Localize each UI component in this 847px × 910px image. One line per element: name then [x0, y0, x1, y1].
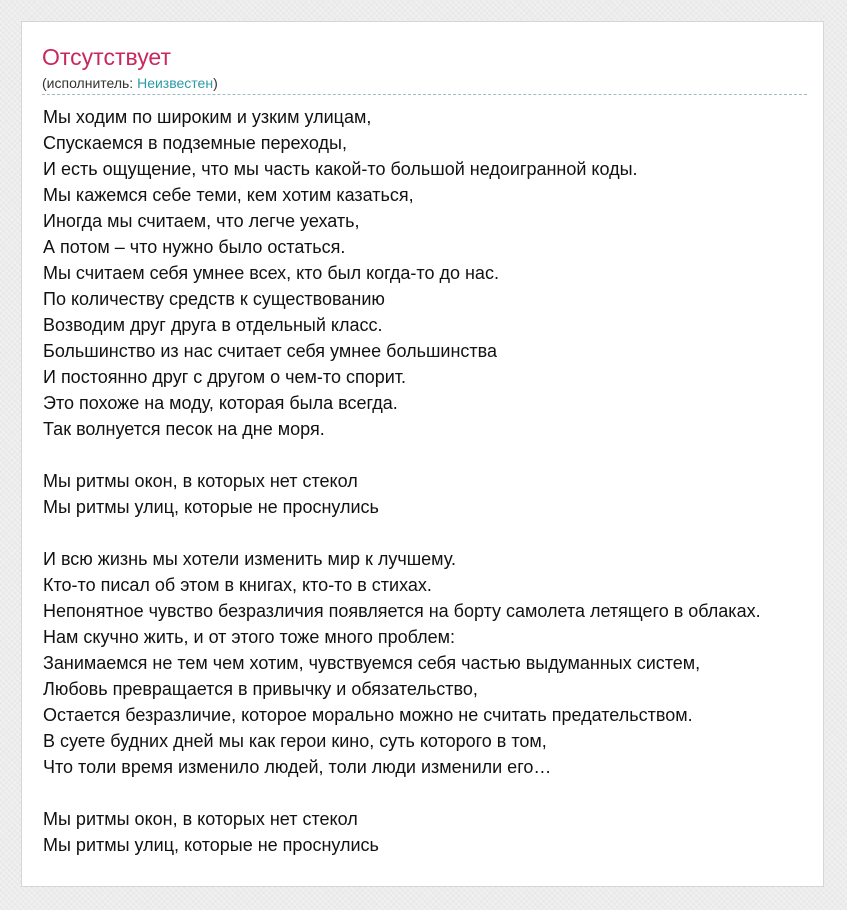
lyric-line: Мы ходим по широким и узким улицам, [43, 107, 372, 127]
lyric-line: Занимаемся не тем чем хотим, чувствуемся себя частью выдуманных систем, [43, 653, 701, 673]
lyric-line: Мы кажемся себе теми, кем хотим казаться, [43, 185, 414, 205]
lyric-line: И есть ощущение, что мы часть какой-то большой недоигранной коды. [43, 159, 638, 179]
lyric-line: По количеству средств к существованию [43, 289, 385, 309]
lyric-line: В суете будних дней мы как герои кино, суть которого в том, [43, 731, 547, 751]
artist-link[interactable]: Неизвестен [137, 75, 214, 91]
lyrics-stanza [43, 806, 761, 858]
lyric-line: Мы ритмы улиц, которые не проснулись [43, 497, 379, 517]
lyric-line: Иногда мы считаем, что легче уехать, [43, 211, 360, 231]
lyric-line: Непонятное чувство безразличия появляется на борту самолета летящего в облаках. [43, 601, 761, 621]
lyric-line: Мы считаем себя умнее всех, кто был когда-то до нас. [43, 263, 499, 283]
stanza-gap [43, 520, 761, 546]
lyric-line: Кто-то писал об этом в книгах, кто-то в стихах. [43, 575, 432, 595]
song-title: Отсутствует [42, 44, 171, 70]
lyrics-text [43, 104, 761, 858]
lyric-line: Мы ритмы окон, в которых нет стекол [43, 471, 358, 491]
lyric-line: Мы ритмы улиц, которые не проснулись [43, 835, 379, 855]
lyric-line: Нам скучно жить, и от этого тоже много проблем: [43, 627, 456, 647]
lyrics-stanza [43, 468, 761, 520]
lyric-line: Большинство из нас считает себя умнее большинства [43, 341, 498, 361]
lyric-line: Спускаемся в подземные переходы, [43, 133, 347, 153]
lyric-line: Мы ритмы окон, в которых нет стекол [43, 809, 358, 829]
lyric-line: Это похоже на моду, которая была всегда. [43, 393, 398, 413]
lyric-line: Что толи время изменило людей, толи люди изменили его… [43, 757, 552, 777]
lyrics-stanza [43, 104, 761, 442]
lyric-line: Возводим друг друга в отдельный класс. [43, 315, 383, 335]
artist-line [42, 73, 218, 93]
lyric-line: А потом – что нужно было остаться. [43, 237, 346, 257]
lyric-line: И постоянно друг с другом о чем-то спорит. [43, 367, 407, 387]
lyric-line: И всю жизнь мы хотели изменить мир к лучшему. [43, 549, 456, 569]
lyric-line: Так волнуется песок на дне моря. [43, 419, 325, 439]
lyric-line: Любовь превращается в привычку и обязательство, [43, 679, 478, 699]
stanza-gap [43, 780, 761, 806]
artist-suffix: ) [213, 75, 218, 91]
title-divider [42, 94, 807, 95]
stanza-gap [43, 442, 761, 468]
artist-prefix: (исполнитель: [42, 75, 138, 91]
lyrics-card [21, 21, 824, 887]
lyric-line: Остается безразличие, которое морально можно не считать предательством. [43, 705, 693, 725]
lyrics-stanza [43, 546, 761, 780]
